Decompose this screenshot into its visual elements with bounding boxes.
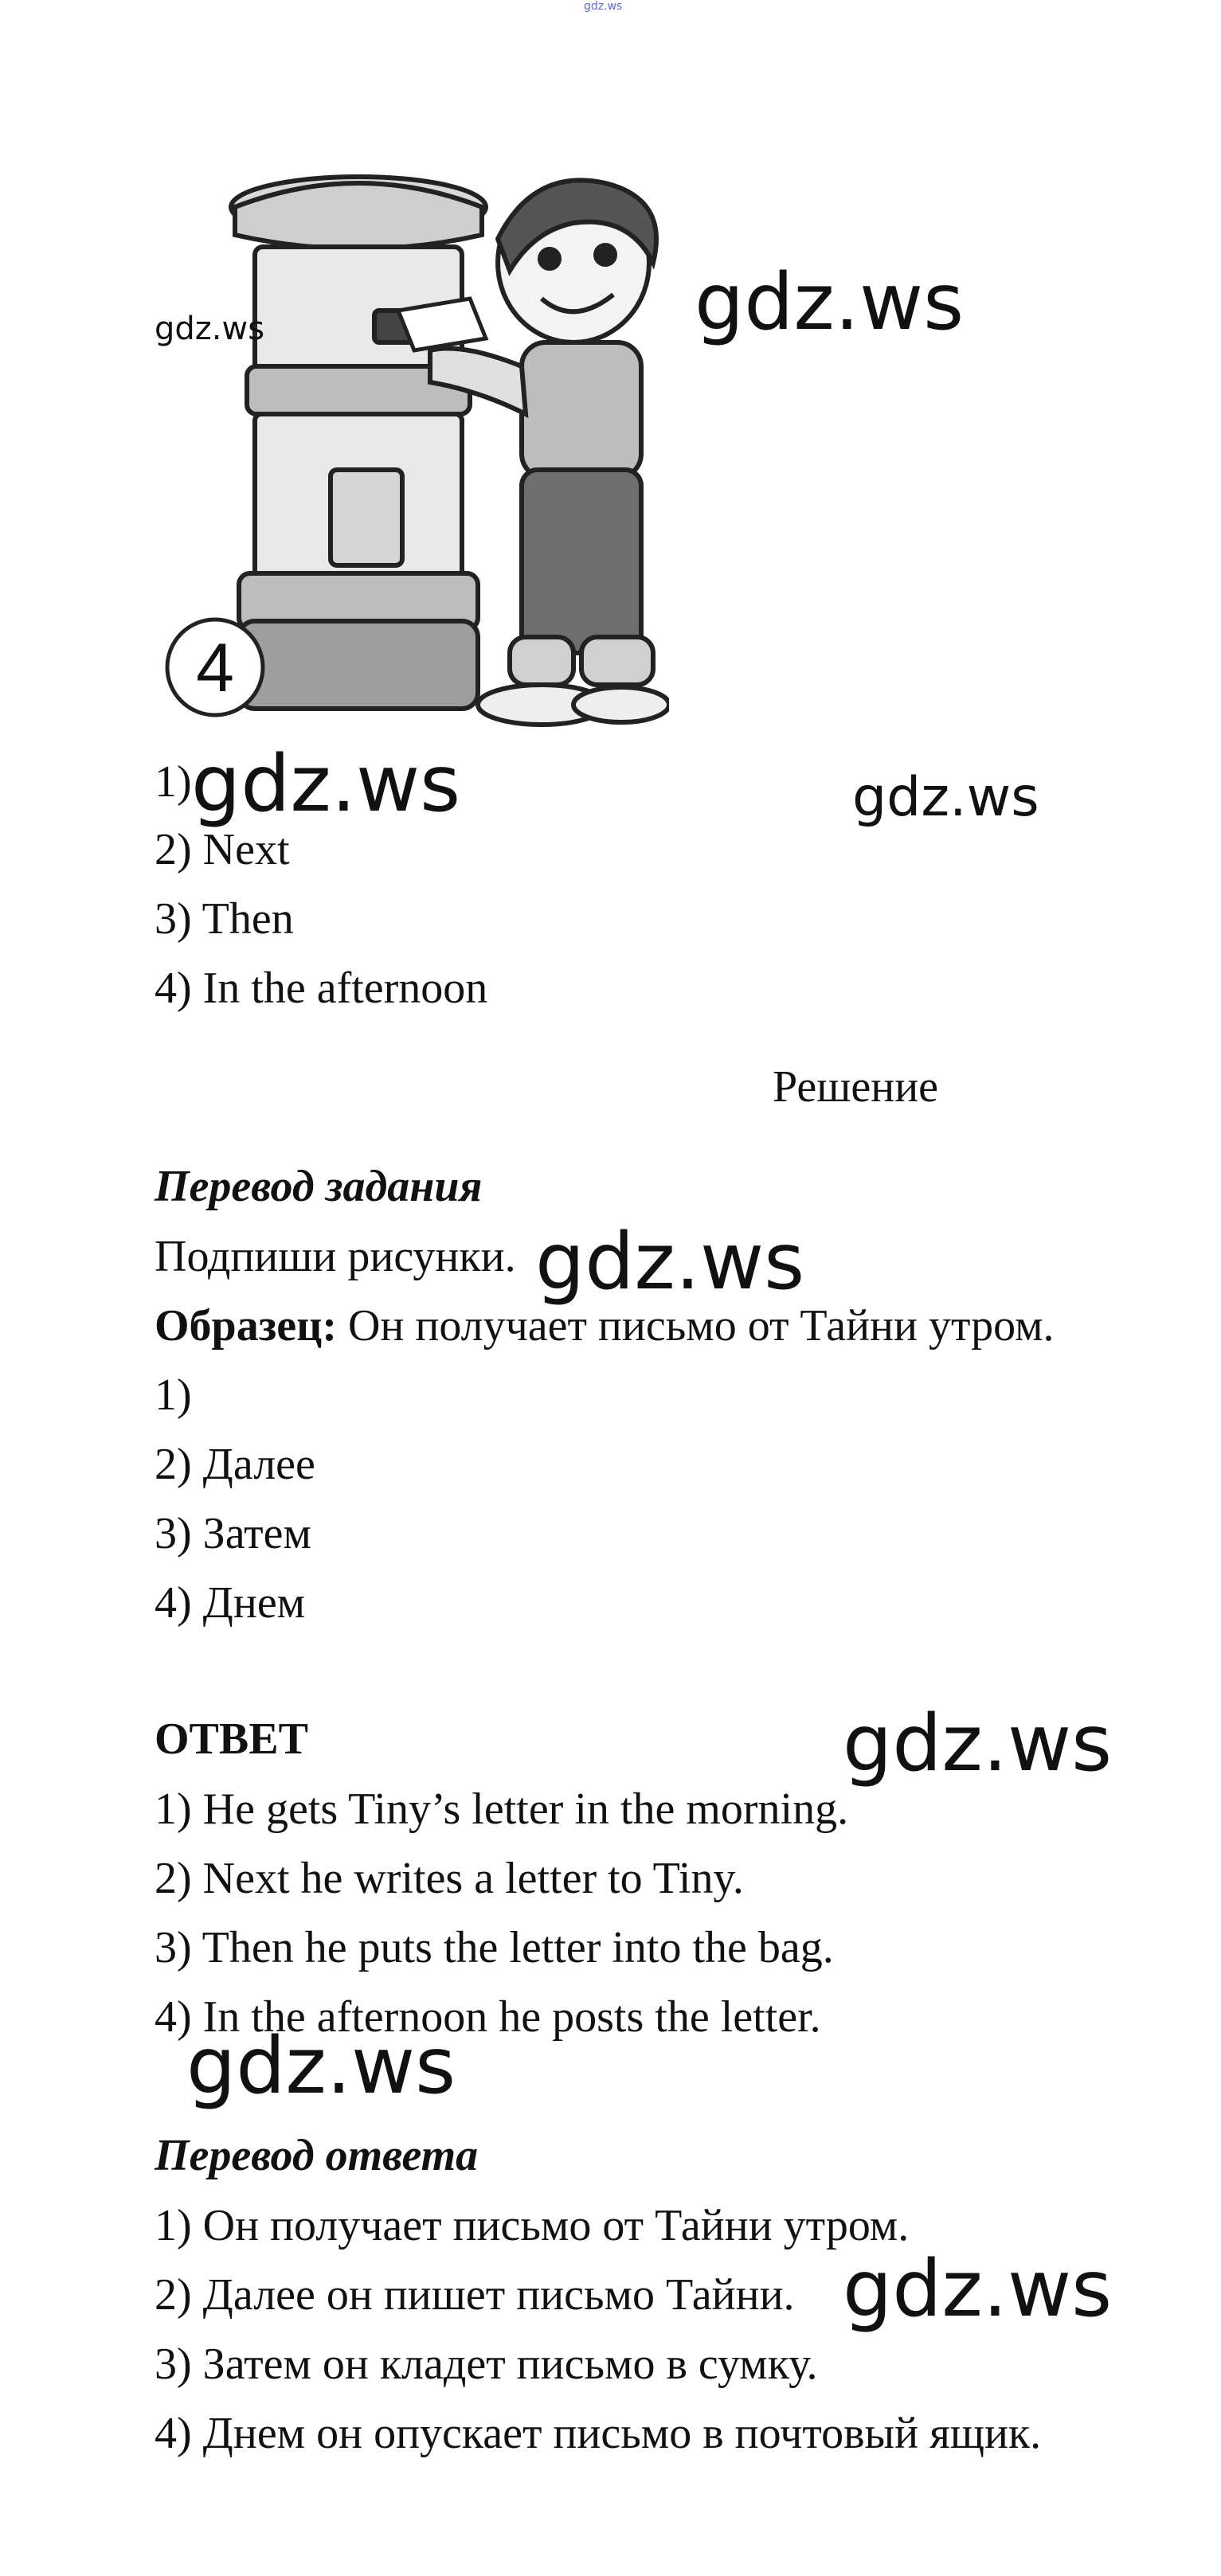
boy-posting-letter-illustration (159, 159, 669, 733)
solution-heading: Решение (773, 1062, 939, 1112)
answer-item-3: 3) Then he puts the letter into the bag. (155, 1923, 834, 1972)
translation-item-1: 1) (155, 1370, 192, 1420)
task-item-4: 4) In the afternoon (155, 964, 488, 1013)
answer-translation-item-2: 2) Далее он пишет письмо Тайни. (155, 2270, 795, 2320)
watermark: gdz.ws (186, 2021, 456, 2112)
translation-heading: Перевод задания (155, 1162, 483, 1211)
translation-item-4: 4) Днем (155, 1578, 306, 1628)
watermark: gdz.ws (695, 257, 965, 348)
translation-example (155, 1300, 1055, 1351)
top-watermark: gdz.ws (584, 0, 623, 13)
task-item-1: 1) (155, 757, 192, 807)
answer-item-4: 4) In the afternoon he posts the letter. (155, 1992, 821, 2042)
watermark: gdz.ws (535, 1217, 805, 1308)
watermark: gdz.ws (155, 311, 265, 347)
example-text: Он получает письмо от Тайни утром. (347, 1301, 1055, 1351)
letter-icon (398, 299, 486, 350)
answer-translation-item-3: 3) Затем он кладет письмо в сумку. (155, 2340, 818, 2389)
exercise-number: 4 (196, 630, 234, 706)
translation-item-3: 3) Затем (155, 1509, 311, 1558)
task-item-3: 3) Then (155, 894, 294, 944)
watermark: gdz.ws (843, 2244, 1113, 2335)
watermark: gdz.ws (852, 766, 1039, 829)
example-label: Образец: (155, 1301, 337, 1351)
answer-heading: ОТВЕТ (155, 1714, 308, 1764)
answer-item-1: 1) He gets Tiny’s letter in the morning. (155, 1784, 849, 1834)
task-item-2: 2) Next (155, 825, 290, 874)
watermark: gdz.ws (843, 1698, 1113, 1789)
answer-translation-item-1: 1) Он получает письмо от Тайни утром. (155, 2201, 910, 2250)
answer-translation-item-4: 4) Днем он опускает письмо в почтовый ящик. (155, 2409, 1042, 2458)
translation-item-2: 2) Далее (155, 1440, 315, 1489)
answer-item-2: 2) Next he writes a letter to Tiny. (155, 1854, 744, 1903)
pillar-box-icon (231, 177, 486, 709)
translation-instruction: Подпиши рисунки. (155, 1232, 516, 1281)
answer-translation-heading: Перевод ответа (155, 2131, 479, 2180)
watermark: gdz.ws (191, 739, 461, 830)
